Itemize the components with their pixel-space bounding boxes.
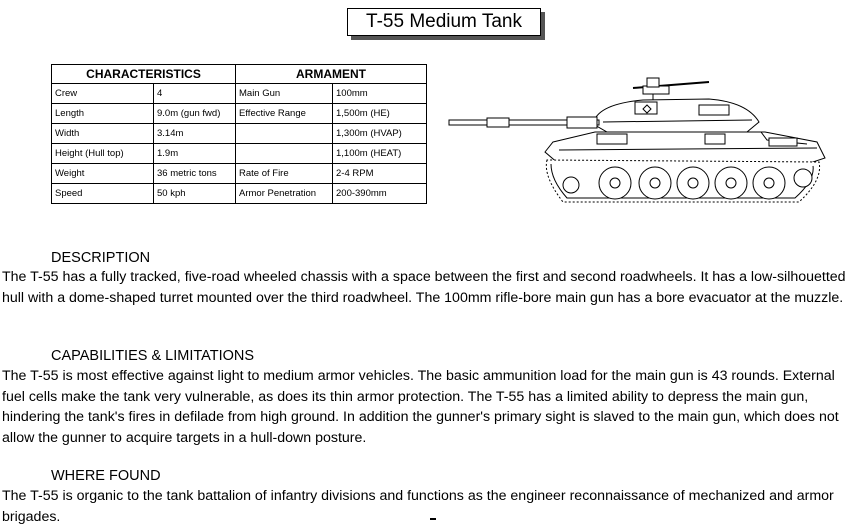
table-cell: 9.0m (gun fwd) <box>154 104 236 124</box>
description-text: The T-55 has a fully tracked, five-road wheeled chassis with a space between the first and second roadwheels. It has a low-silhouetted hull with a dome-shaped turret mounted over the third roadwheel. The 100mm rifle-bore main gun has a bore evacuator at the muzzle. <box>2 269 846 306</box>
table-cell: Speed <box>52 184 154 204</box>
table-row <box>52 104 427 124</box>
table-cell: 2-4 RPM <box>333 164 427 184</box>
capabilities-text: The T-55 is most effective against light to medium armor vehicles. The basic ammunition load for the main gun is 43 rounds. External fuel cells make the tank very vulnerable, as does its thin armor protection. The T-55 has a limited ability to depress the main gun, hindering the tank's fires in defilade from high ground. In addition the gunner's primary sight is slaved to the main gun, which does not allow the gunner to acquire targets in a hull-down posture. <box>2 368 839 446</box>
where-found-heading: WHERE FOUND <box>51 468 161 484</box>
table-row <box>52 144 427 164</box>
table-row <box>52 84 427 104</box>
table-cell: 3.14m <box>154 124 236 144</box>
table-cell: Effective Range <box>236 104 333 124</box>
capabilities-heading: CAPABILITIES & LIMITATIONS <box>51 348 255 364</box>
armament-header: ARMAMENT <box>236 65 427 84</box>
table-cell: Length <box>52 104 154 124</box>
tank-illustration <box>447 72 832 208</box>
table-cell: Width <box>52 124 154 144</box>
where-found-text: The T-55 is organic to the tank battalion of infantry divisions and functions as the engineer reconnaissance of mechanized and armor brigades. <box>2 488 834 525</box>
characteristics-header: CHARACTERISTICS <box>52 65 236 84</box>
table-cell: Rate of Fire <box>236 164 333 184</box>
table-cell: Weight <box>52 164 154 184</box>
table-cell <box>236 124 333 144</box>
table-cell: 1,300m (HVAP) <box>333 124 427 144</box>
table-row <box>52 164 427 184</box>
table-cell: 4 <box>154 84 236 104</box>
description-heading: DESCRIPTION <box>51 250 151 266</box>
table-cell: Height (Hull top) <box>52 144 154 164</box>
table-cell: Main Gun <box>236 84 333 104</box>
table-cell: 1,500m (HE) <box>333 104 427 124</box>
table-cell: 36 metric tons <box>154 164 236 184</box>
table-header-row <box>52 65 427 84</box>
table-cell: 1.9m <box>154 144 236 164</box>
specifications-table <box>51 64 427 204</box>
table-cell: Armor Penetration <box>236 184 333 204</box>
table-cell <box>236 144 333 164</box>
table-cell: 200-390mm <box>333 184 427 204</box>
table-cell: 1,100m (HEAT) <box>333 144 427 164</box>
table-row <box>52 124 427 144</box>
table-cell: Crew <box>52 84 154 104</box>
page-mark <box>430 518 436 520</box>
table-cell: 100mm <box>333 84 427 104</box>
table-row <box>52 184 427 204</box>
table-cell: 50 kph <box>154 184 236 204</box>
page-title: T-55 Medium Tank <box>347 8 541 36</box>
